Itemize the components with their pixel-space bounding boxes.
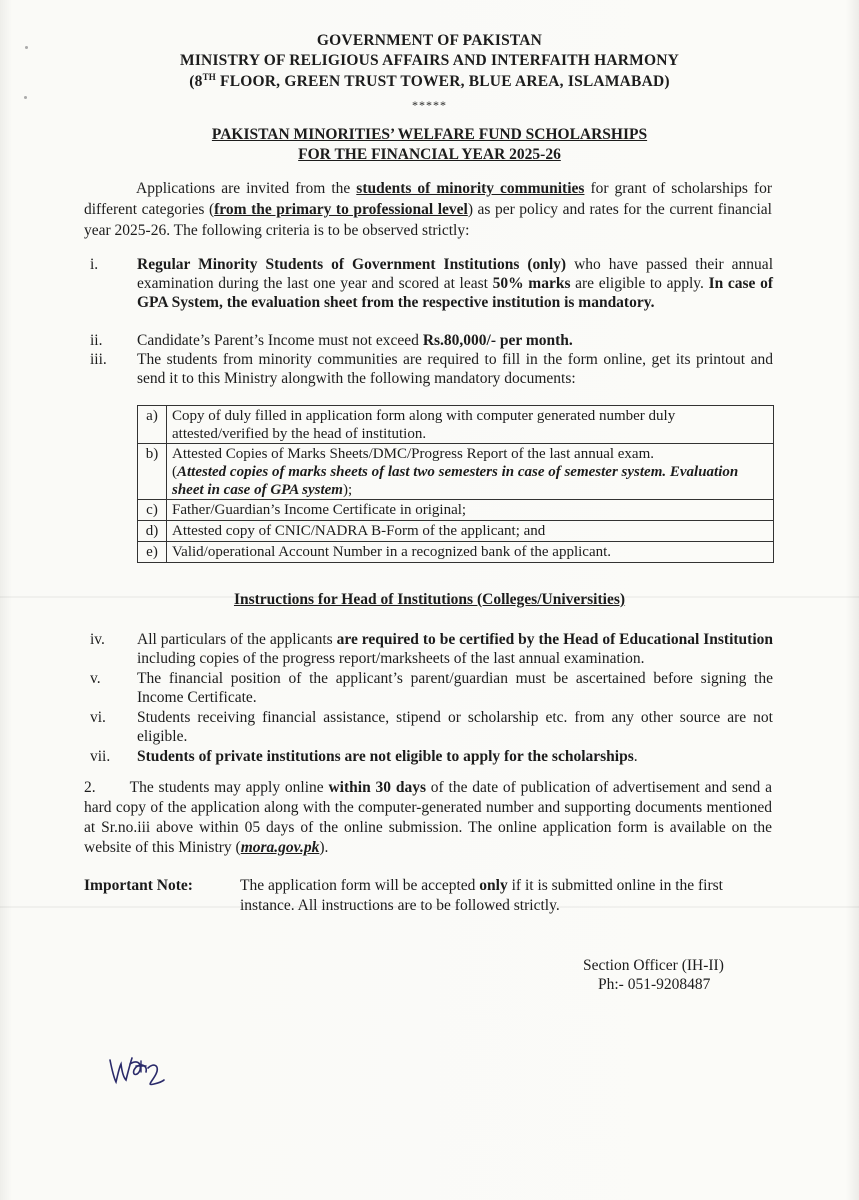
instruction-number: vi. (90, 709, 106, 726)
doc-letter: e) (138, 542, 167, 563)
intro-text-3: ) as per policy and rates for the current financial year 2025-26. The following criteria is to be observed strictly: (84, 201, 772, 239)
doc-note-pre: ( (172, 464, 177, 480)
criterion-documents: The students from minority communities are required to fill in the form online, get its printout and send it to this Ministry alongwith the following mandatory documents: (137, 351, 773, 387)
instruction-number: iv. (90, 631, 105, 648)
criterion-income-text: Candidate’s Parent’s Income must not exceed (137, 332, 423, 349)
intro-text-1: Applications are invited from the (136, 180, 357, 197)
instruction-certify (137, 630, 773, 668)
criterion-text-d: are eligible to apply. (570, 275, 709, 292)
instruction-bold: are required to be certified by the Head of Educational Institution (336, 631, 773, 648)
doc-note: Attested copies of marks sheets of last two semesters in case of semester system. Evaluation sheet in case of GPA system (172, 464, 739, 498)
table-row (138, 444, 774, 500)
table-row (138, 406, 774, 444)
instruction-financial: The financial position of the applicant’s parent/guardian must be ascertained before signing the Income Certificate. (137, 670, 773, 706)
paragraph-deadline: within 30 days (328, 779, 426, 796)
doc-text: Attested copy of CNIC/NADRA B-Form of the applicant; and (167, 521, 774, 542)
criterion-income (137, 331, 773, 350)
criterion-eligibility (137, 255, 773, 312)
instructions-heading-text: Instructions for Head of Institutions (Colleges/Universities) (233, 591, 626, 608)
website-link[interactable]: mora.gov.pk (240, 839, 320, 856)
instruction-number: v. (90, 670, 101, 687)
doc-letter: c) (138, 500, 167, 521)
header-address (0, 72, 859, 91)
criterion-income-limit: Rs.80,000/- per month. (422, 332, 573, 349)
handwritten-initials (106, 1052, 168, 1090)
paragraph-text: of the date of publication of advertisement and send a hard copy of the application along with the computer-generated number and supporting documents mentioned at Sr.no.iii above within 05 days of the online submission. The online application form is available on the website of this Ministry ( (84, 779, 772, 856)
signature-phone: Ph:- 051-9208487 (598, 976, 711, 993)
criterion-bold-a: Regular Minority Students of Government Institutions (only) (137, 256, 567, 273)
important-note-text (240, 876, 773, 916)
paragraph-text: The students may apply online (129, 779, 329, 796)
address-sup: TH (202, 72, 216, 82)
table-row (138, 542, 774, 563)
doc-text: Copy of duly filled in application form along with computer generated number duly attested/verified by the head of institution. (167, 406, 774, 444)
doc-letter: b) (138, 444, 167, 500)
doc-text: Father/Guardian’s Income Certificate in original; (167, 500, 774, 521)
doc-title-line1: PAKISTAN MINORITIES’ WELFARE FUND SCHOLARSHIPS (211, 126, 648, 143)
note-text: if it is submitted online in the first instance. All instructions are to be followed strictly. (240, 877, 723, 914)
doc-letter: d) (138, 521, 167, 542)
doc-title-line2: FOR THE FINANCIAL YEAR 2025-26 (298, 146, 561, 163)
instructions-heading (0, 591, 859, 609)
instruction-bold: Students of private institutions are not eligible to apply for the scholarships (137, 748, 634, 765)
paragraph-number: 2. (84, 779, 96, 796)
instruction-text: All particulars of the applicants (137, 631, 337, 648)
address-post: FLOOR, GREEN TRUST TOWER, BLUE AREA, ISLAMABAD) (215, 73, 670, 91)
doc-text: Attested Copies of Marks Sheets/DMC/Progress Report of the last annual exam. (172, 446, 655, 462)
intro-text-2: for grant of scholarships for different categories ( (84, 180, 773, 218)
criterion-number: i. (90, 256, 99, 273)
instruction-other-source: Students receiving financial assistance, stipend or scholarship etc. from any other source are not eligible. (137, 709, 773, 745)
header-ministry: MINISTRY OF RELIGIOUS AFFAIRS AND INTERFAITH HARMONY (179, 52, 679, 69)
table-row (138, 500, 774, 521)
table-row (138, 521, 774, 542)
criterion-bold-e: In case of GPA System, the evaluation sheet from the respective institution is mandatory. (137, 275, 773, 311)
criterion-bold-c: 50% marks (492, 275, 571, 292)
header-government: GOVERNMENT OF PAKISTAN (316, 32, 543, 49)
intro-level-highlight: from the primary to professional level (214, 201, 468, 218)
intro-paragraph (84, 178, 772, 241)
doc-text-cell (167, 444, 774, 500)
instruction-text: including copies of the progress report/marksheets of the last annual examination. (137, 650, 645, 667)
paragraph-2 (84, 778, 772, 858)
documents-table (137, 405, 774, 563)
criterion-text-b: who have passed their annual examination during the last one year and scored at least (137, 256, 773, 292)
header-stars: ***** (412, 98, 447, 112)
doc-note-post: ); (342, 482, 353, 498)
criterion-number: iii. (90, 351, 107, 368)
instruction-number: vii. (90, 748, 111, 765)
doc-text: Valid/operational Account Number in a recognized bank of the applicant. (167, 542, 774, 563)
important-note-label: Important Note: (84, 877, 193, 894)
instruction-text: . (633, 748, 638, 765)
note-text: The application form will be accepted (240, 877, 480, 894)
doc-letter: a) (138, 406, 167, 444)
address-pre: (8 (189, 73, 203, 91)
criterion-number: ii. (90, 332, 103, 349)
instruction-private (137, 747, 773, 766)
note-bold: only (479, 877, 508, 894)
intro-minority-highlight: students of minority communities (356, 180, 585, 197)
signature-office: Section Officer (IH-II) (583, 957, 724, 974)
paragraph-text: ). (319, 839, 329, 856)
